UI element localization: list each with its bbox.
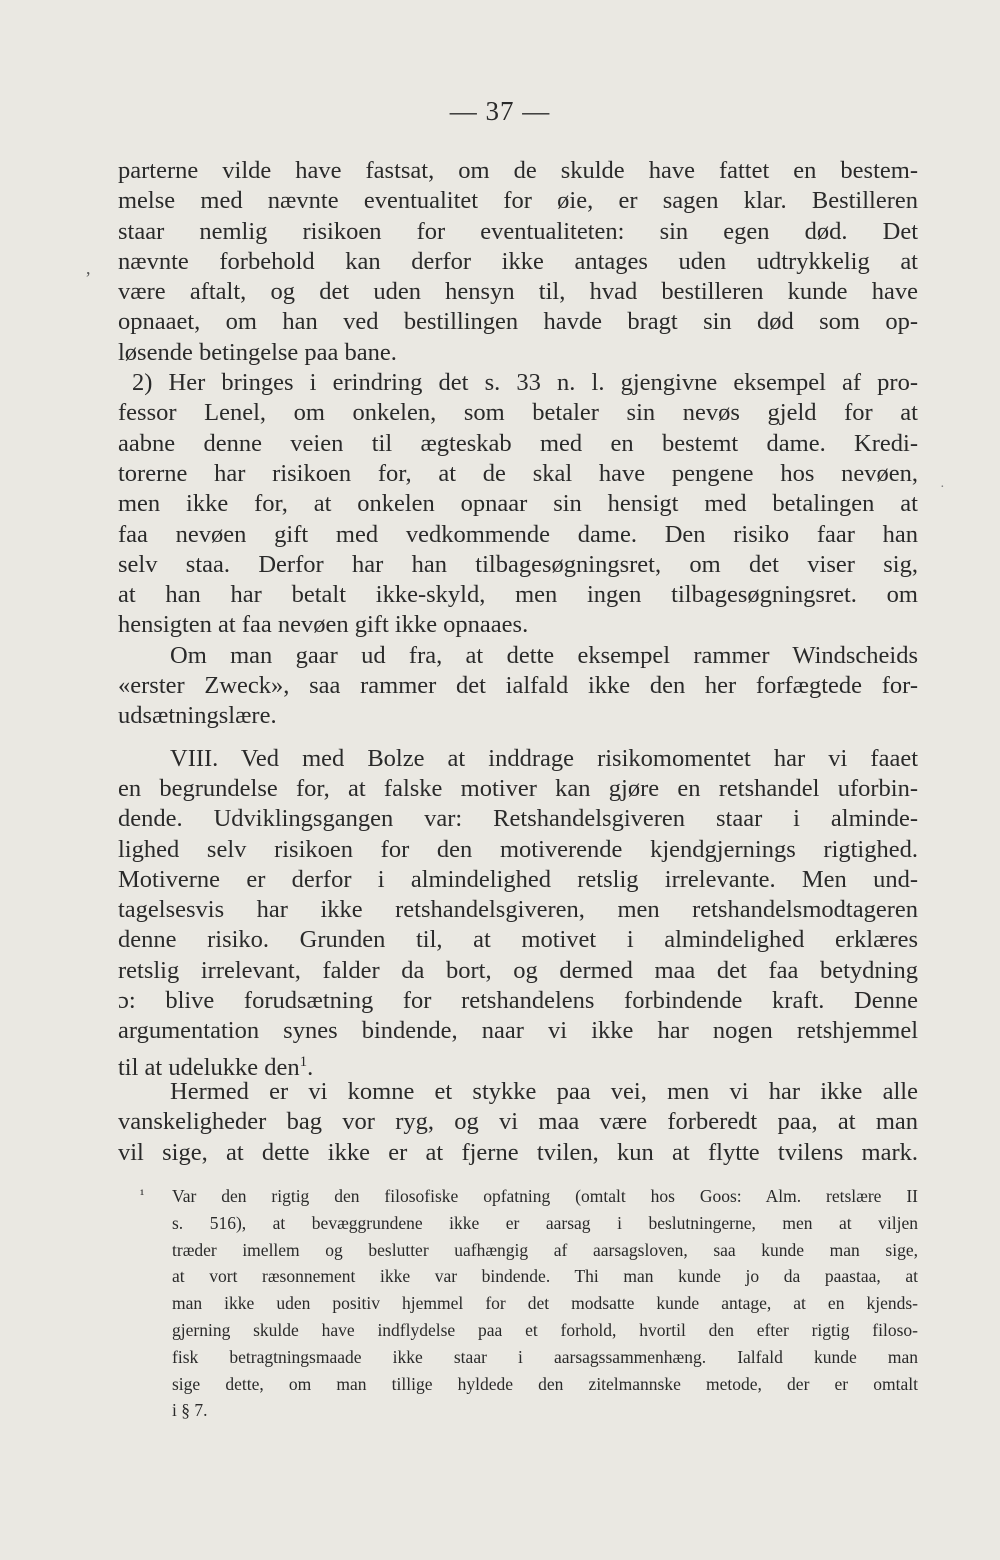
text-line: vanskeligheder bag vor ryg, og vi maa være forberedt paa, at man — [118, 1108, 918, 1136]
text-line: Hermed er vi komne et stykke paa vei, men vi har ikke alle — [170, 1077, 918, 1105]
text-line: men ikke for, at onkelen opnaar sin hensigt med betalingen at — [118, 490, 918, 518]
text-line: opnaaet, om han ved bestillingen havde bragt sin død som op- — [118, 308, 918, 336]
text-line: Motiverne er derfor i almindelighed retslig irrelevante. Men und- — [118, 865, 918, 893]
text-line: «erster Zweck», saa rammer det ialfald ikke den her forfægtede for- — [118, 672, 918, 700]
text-line: lighed selv risikoen for den motiverende kjendgjernings rigtighed. — [118, 835, 918, 863]
stray-mark: · — [940, 480, 945, 495]
main-text — [118, 156, 918, 1168]
footnote-reference: 1 — [299, 1053, 308, 1070]
text-line: være aftalt, og det uden hensyn til, hvad bestilleren kunde have — [118, 278, 918, 306]
footnote-marker: ¹ — [140, 1188, 145, 1203]
text-line: vil sige, at dette ikke er at fjerne tvilen, kun at flytte tvilens mark. — [118, 1138, 918, 1166]
footnote-line: s. 516), at bevæggrundene ikke er aarsag i beslutningerne, men at viljen — [172, 1212, 918, 1233]
footnote-line-content: Var den rigtig den filosofiske opfatning (omtalt hos Goos: Alm. retslære II — [172, 1186, 918, 1206]
footnote-line: træder imellem og beslutter uafhængig af aarsagsloven, saa kunde man sige, — [172, 1239, 918, 1260]
stray-mark: , — [86, 258, 91, 278]
text-line-content: til at udelukke den — [118, 1053, 300, 1081]
text-line: fessor Lenel, om onkelen, som betaler sin nevøs gjeld for at — [118, 399, 918, 427]
page-number: — 37 — — [449, 96, 551, 126]
text-line: staar nemlig risikoen for eventualiteten: sin egen død. Det — [118, 217, 918, 245]
footnote-line: fisk betragtningsmaade ikke staar i aarsagssammenhæng. Ialfald kunde man — [172, 1346, 918, 1367]
footnote-line — [140, 1183, 918, 1210]
text-line: udsætningslære. — [118, 702, 277, 730]
footnote — [140, 1183, 918, 1424]
footnote-line: at vort ræsonnement ikke var bindende. Thi man kunde jo da paastaa, at — [172, 1266, 918, 1287]
text-line: at han har betalt ikke-skyld, men ingen tilbagesøgningsret. om — [118, 581, 918, 609]
footnote-line: man ikke uden positiv hjemmel for det modsatte kunde antage, at en kjends- — [172, 1293, 918, 1314]
text-line: faa nevøen gift med vedkommende dame. Den risiko faar han — [118, 520, 918, 548]
footnote-line: i § 7. — [172, 1400, 208, 1421]
text-line: torerne har risikoen for, at de skal have pengene hos nevøen, — [118, 459, 918, 487]
footnote-line: gjerning skulde have indflydelse paa et forhold, hvortil den efter rigtig filoso- — [172, 1319, 918, 1340]
text-line: dende. Udviklingsgangen var: Retshandelsgiveren staar i alminde- — [118, 805, 918, 833]
text-line: melse med nævnte eventualitet for øie, er sagen klar. Bestilleren — [118, 187, 918, 215]
text-line: aabne denne veien til ægteskab med en bestemt dame. Kredi- — [118, 429, 918, 457]
text-line: Om man gaar ud fra, at dette eksempel rammer Windscheids — [170, 641, 918, 669]
text-line: argumentation synes bindende, naar vi ikke har nogen retshjemmel — [118, 1017, 918, 1045]
footnote-line: sige dette, om man tillige hyldede den zitelmannske metode, der er omtalt — [172, 1373, 918, 1394]
text-line: 2) Her bringes i erindring det s. 33 n. l. gjengivne eksempel af pro- — [132, 369, 918, 397]
text-line: ɔ: blive forudsætning for retshandelens forbindende kraft. Denne — [118, 987, 918, 1015]
text-line: retslig irrelevant, falder da bort, og dermed maa det faa betydning — [118, 956, 918, 984]
text-line: nævnte forbehold kan derfor ikke antages uden udtrykkelig at — [118, 247, 918, 275]
text-line: tagelsesvis har ikke retshandelsgiveren, men retshandelsmodtageren — [118, 896, 918, 924]
text-line: parterne vilde have fastsat, om de skulde have fattet en bestem- — [118, 157, 918, 184]
text-line: hensigten at faa nevøen gift ikke opnaaes. — [118, 611, 529, 639]
text-line: til at udelukke den$^1$. — [118, 1053, 314, 1081]
text-line: denne risiko. Grunden til, at motivet i almindelighed erklæres — [118, 926, 918, 954]
text-line: en begrundelse for, at falske motiver kan gjøre en retshandel uforbin- — [118, 774, 918, 802]
text-line: løsende betingelse paa bane. — [118, 338, 397, 366]
text-line: selv staa. Derfor har han tilbagesøgningsret, om det viser sig, — [118, 550, 918, 578]
text-line: VIII. Ved med Bolze at inddrage risikomomentet har vi faaet — [170, 744, 918, 772]
